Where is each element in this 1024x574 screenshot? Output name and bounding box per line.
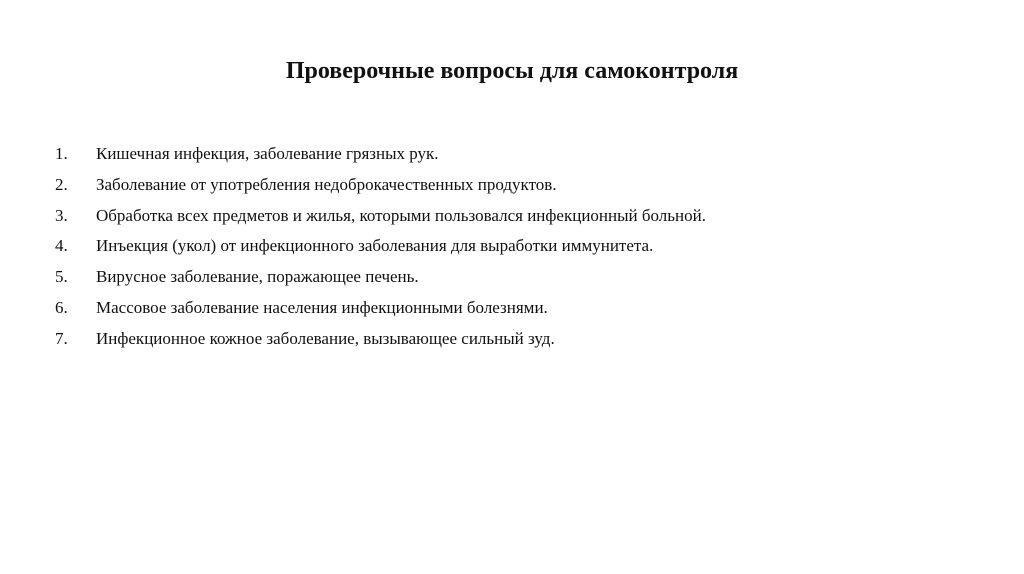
question-text: Инъекция (укол) от инфекционного заболевания для выработки иммунитета.	[96, 236, 654, 256]
question-number: 3.	[55, 205, 68, 225]
question-text: Обработка всех предметов и жилья, которыми пользовался инфекционный больной.	[96, 205, 706, 225]
question-text: Инфекционное кожное заболевание, вызывающее сильный зуд.	[96, 328, 555, 348]
question-item	[55, 324, 706, 355]
question-item	[55, 139, 706, 170]
question-text: Кишечная инфекция, заболевание грязных рук.	[96, 144, 439, 163]
question-text: Массовое заболевание населения инфекционными болезнями.	[96, 297, 548, 317]
question-text: Заболевание от употребления недоброкачественных продуктов.	[96, 174, 557, 194]
question-item	[55, 231, 706, 262]
question-number: 5.	[55, 267, 68, 287]
question-item	[55, 201, 706, 232]
slide-title: Проверочные вопросы для самоконтроля	[285, 58, 739, 84]
question-number: 7.	[55, 328, 68, 348]
question-text: Вирусное заболевание, поражающее печень.	[96, 267, 419, 287]
question-number: 2.	[55, 174, 68, 194]
question-list	[55, 139, 706, 355]
question-item	[55, 262, 706, 293]
question-item	[55, 170, 706, 201]
question-number: 1.	[55, 144, 68, 163]
question-number: 4.	[55, 236, 68, 256]
question-number: 6.	[55, 297, 68, 317]
question-item	[55, 293, 706, 324]
